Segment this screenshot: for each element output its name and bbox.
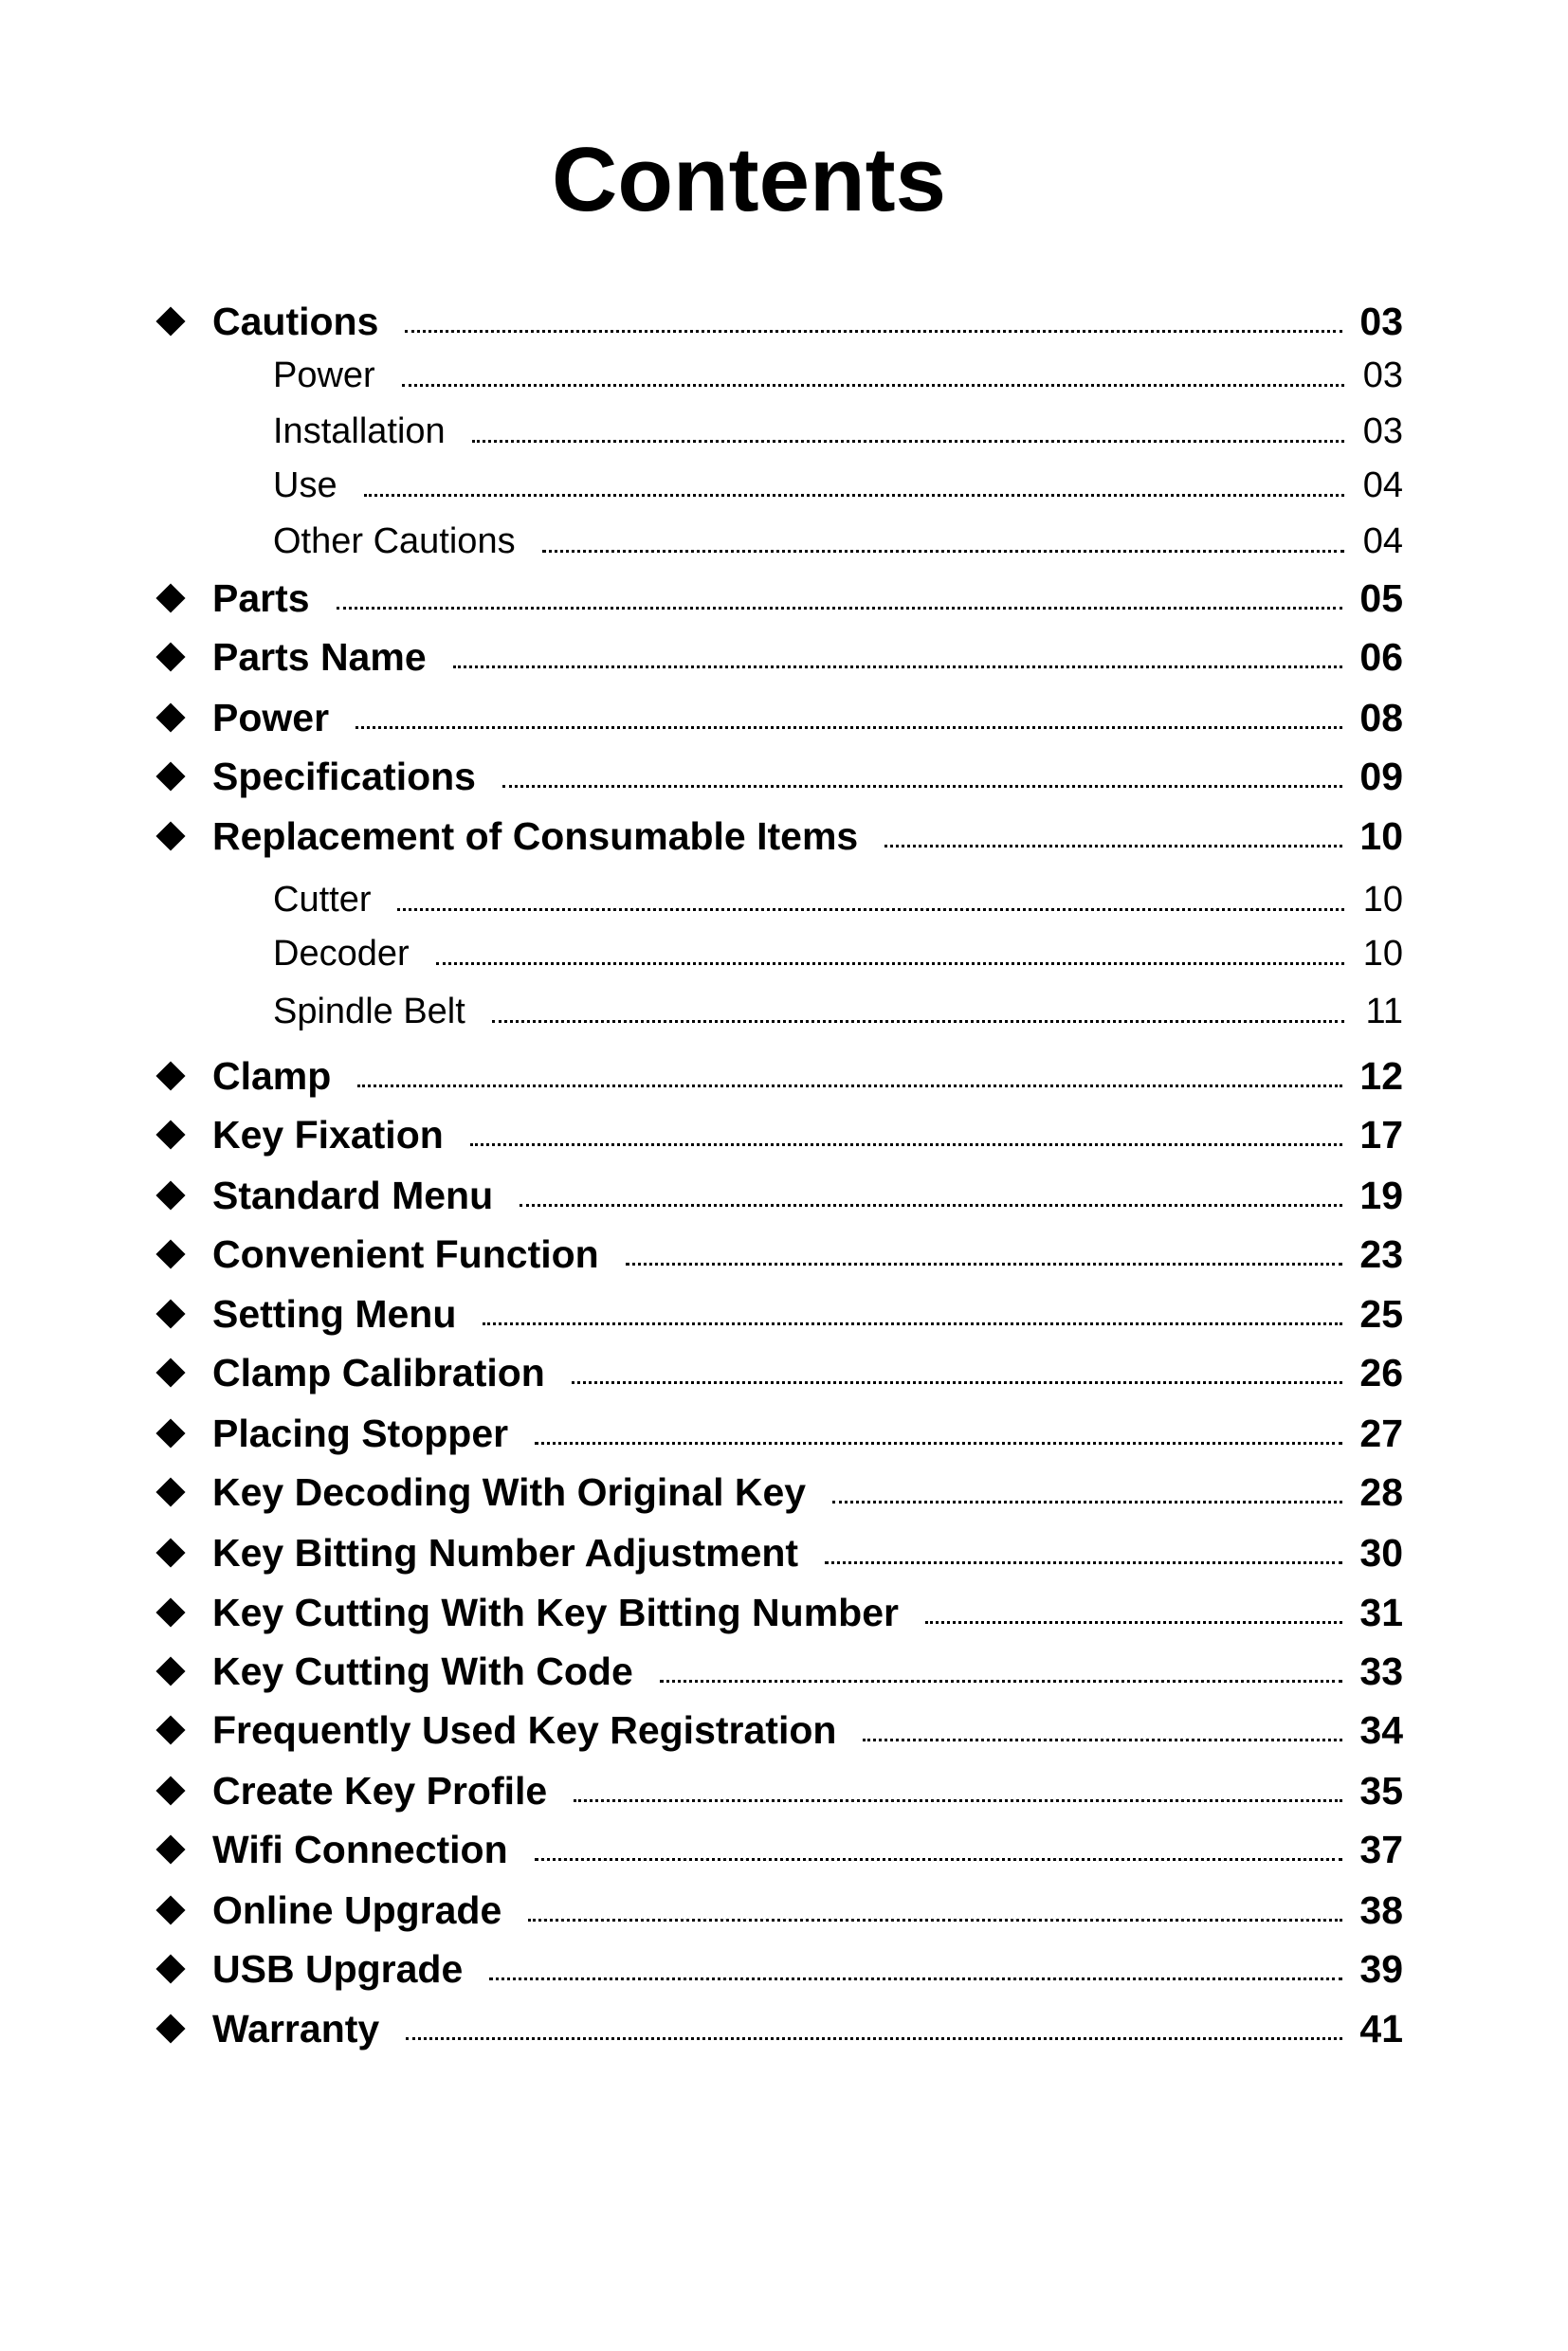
dot-leader	[364, 494, 1344, 497]
page-number: 34	[1359, 1707, 1403, 1752]
dot-leader	[863, 1739, 1342, 1741]
toc-entry[interactable]	[156, 812, 1403, 860]
entry-label: Clamp	[212, 1053, 332, 1098]
dot-leader	[436, 962, 1344, 965]
page-title: Contents	[552, 129, 946, 230]
entry-label: Decoder	[273, 933, 410, 974]
toc-entry[interactable]	[156, 1468, 1403, 1516]
dot-leader	[357, 1084, 1342, 1087]
page-number: 41	[1359, 2006, 1403, 2050]
toc-entry[interactable]	[156, 1945, 1403, 1993]
entry-label: Key Cutting With Code	[212, 1649, 633, 1693]
toc-subentry[interactable]	[273, 988, 1403, 1035]
dot-leader	[402, 384, 1344, 387]
entry-label: USB Upgrade	[212, 1946, 464, 1991]
entry-label: Parts Name	[212, 634, 427, 679]
toc-entry[interactable]	[156, 1111, 1403, 1158]
toc-entry[interactable]	[156, 1767, 1403, 1814]
toc-entry[interactable]	[156, 1706, 1403, 1754]
dot-leader	[626, 1263, 1343, 1266]
entry-label: Placing Stopper	[212, 1411, 509, 1455]
entry-label: Clamp Calibration	[212, 1350, 545, 1394]
toc-entry[interactable]	[156, 1826, 1403, 1873]
diamond-bullet-icon	[156, 1240, 185, 1268]
entry-label: Key Bitting Number Adjustment	[212, 1530, 799, 1575]
dot-leader	[535, 1858, 1343, 1861]
page-number: 09	[1359, 754, 1403, 798]
entry-label: Other Cautions	[273, 520, 516, 561]
entry-label: Key Cutting With Key Bitting Number	[212, 1590, 899, 1634]
toc-entry[interactable]	[156, 1648, 1403, 1695]
page-number: 31	[1359, 1590, 1403, 1634]
page-number: 28	[1359, 1469, 1403, 1514]
diamond-bullet-icon	[156, 584, 185, 612]
entry-label: Installation	[273, 410, 446, 451]
toc-entry[interactable]	[156, 1410, 1403, 1457]
entry-label: Standard Menu	[212, 1173, 494, 1217]
dot-leader	[572, 1381, 1343, 1384]
diamond-bullet-icon	[156, 1598, 185, 1627]
page-number: 27	[1359, 1411, 1403, 1455]
page-number: 05	[1359, 575, 1403, 620]
dot-leader	[825, 1561, 1342, 1564]
page-number: 12	[1359, 1053, 1403, 1098]
toc-subentry[interactable]	[273, 462, 1403, 509]
entry-label: Parts	[212, 575, 310, 620]
dot-leader	[492, 1020, 1344, 1023]
dot-leader	[356, 726, 1342, 729]
dot-leader	[884, 845, 1342, 847]
page-number: 33	[1359, 1649, 1403, 1693]
diamond-bullet-icon	[156, 1478, 185, 1506]
dot-leader	[337, 607, 1343, 610]
toc-subentry[interactable]	[273, 930, 1403, 977]
diamond-bullet-icon	[156, 1777, 185, 1805]
diamond-bullet-icon	[156, 2014, 185, 2043]
entry-label: Online Upgrade	[212, 1887, 502, 1932]
toc-entry[interactable]	[156, 298, 1403, 345]
page-number: 10	[1362, 879, 1403, 920]
page-number: 03	[1362, 355, 1403, 395]
dot-leader	[535, 1442, 1342, 1445]
diamond-bullet-icon	[156, 1358, 185, 1387]
page-number: 08	[1359, 695, 1403, 739]
page-number: 03	[1359, 299, 1403, 343]
page-number: 19	[1359, 1173, 1403, 1217]
page-number: 06	[1359, 634, 1403, 679]
dot-leader	[489, 1977, 1342, 1980]
diamond-bullet-icon	[156, 1062, 185, 1090]
diamond-bullet-icon	[156, 822, 185, 850]
page-number: 03	[1362, 410, 1403, 451]
toc-subentry[interactable]	[273, 352, 1403, 399]
page-number: 10	[1359, 813, 1403, 858]
dot-leader	[502, 785, 1342, 788]
dot-leader	[660, 1680, 1343, 1683]
entry-label: Power	[212, 695, 330, 739]
toc-entry[interactable]	[156, 633, 1403, 681]
entry-label: Use	[273, 465, 337, 505]
dot-leader	[405, 330, 1342, 333]
diamond-bullet-icon	[156, 307, 185, 336]
dot-leader	[397, 908, 1344, 911]
toc-entry[interactable]	[156, 2005, 1403, 2052]
toc-entry[interactable]	[156, 1589, 1403, 1636]
diamond-bullet-icon	[156, 703, 185, 732]
toc-entry[interactable]	[156, 574, 1403, 622]
diamond-bullet-icon	[156, 1716, 185, 1744]
dot-leader	[470, 1143, 1343, 1146]
page-number: 10	[1362, 933, 1403, 974]
toc-subentry[interactable]	[273, 876, 1403, 923]
toc-entry[interactable]	[156, 1886, 1403, 1934]
entry-label: Setting Menu	[212, 1291, 457, 1336]
dot-leader	[574, 1799, 1342, 1802]
dot-leader	[925, 1621, 1342, 1624]
diamond-bullet-icon	[156, 1539, 185, 1567]
page-number: 35	[1359, 1768, 1403, 1813]
toc-entry[interactable]	[156, 1529, 1403, 1576]
diamond-bullet-icon	[156, 1657, 185, 1686]
diamond-bullet-icon	[156, 1300, 185, 1328]
toc-subentry[interactable]	[273, 408, 1403, 455]
diamond-bullet-icon	[156, 643, 185, 671]
diamond-bullet-icon	[156, 1121, 185, 1149]
page-number: 23	[1359, 1231, 1403, 1276]
page-number: 37	[1359, 1827, 1403, 1871]
toc-entry[interactable]	[156, 1290, 1403, 1338]
entry-label: Power	[273, 355, 375, 395]
toc-subentry[interactable]	[273, 518, 1403, 565]
dot-leader	[472, 440, 1344, 443]
toc-entry[interactable]	[156, 1230, 1403, 1278]
diamond-bullet-icon	[156, 762, 185, 791]
entry-label: Wifi Connection	[212, 1827, 508, 1871]
diamond-bullet-icon	[156, 1896, 185, 1924]
diamond-bullet-icon	[156, 1181, 185, 1210]
entry-label: Convenient Function	[212, 1231, 599, 1276]
diamond-bullet-icon	[156, 1419, 185, 1448]
entry-label: Frequently Used Key Registration	[212, 1707, 837, 1752]
page-number: 11	[1365, 991, 1403, 1031]
page-number: 30	[1359, 1530, 1403, 1575]
entry-label: Key Decoding With Original Key	[212, 1469, 807, 1514]
entry-label: Spindle Belt	[273, 991, 465, 1031]
page-number: 04	[1362, 465, 1403, 505]
toc-entry[interactable]	[156, 1052, 1403, 1100]
page-number: 38	[1359, 1887, 1403, 1932]
dot-leader	[832, 1501, 1342, 1504]
entry-label: Key Fixation	[212, 1112, 444, 1157]
toc-entry[interactable]	[156, 1172, 1403, 1219]
dot-leader	[520, 1204, 1342, 1207]
entry-label: Create Key Profile	[212, 1768, 548, 1813]
diamond-bullet-icon	[156, 1835, 185, 1864]
page-number: 25	[1359, 1291, 1403, 1336]
page-number: 26	[1359, 1350, 1403, 1394]
diamond-bullet-icon	[156, 1955, 185, 1983]
page-number: 17	[1359, 1112, 1403, 1157]
entry-label: Cutter	[273, 879, 372, 920]
dot-leader	[453, 665, 1343, 668]
page-number: 39	[1359, 1946, 1403, 1991]
dot-leader	[542, 550, 1344, 553]
entry-label: Specifications	[212, 754, 476, 798]
entry-label: Warranty	[212, 2006, 380, 2050]
toc-entry[interactable]	[156, 753, 1403, 800]
dot-leader	[528, 1919, 1342, 1922]
page-number: 04	[1362, 520, 1403, 561]
dot-leader	[483, 1322, 1342, 1325]
toc-entry[interactable]	[156, 694, 1403, 741]
toc-entry[interactable]	[156, 1349, 1403, 1396]
entry-label: Replacement of Consumable Items	[212, 813, 859, 858]
dot-leader	[406, 2037, 1342, 2040]
entry-label: Cautions	[212, 299, 379, 343]
